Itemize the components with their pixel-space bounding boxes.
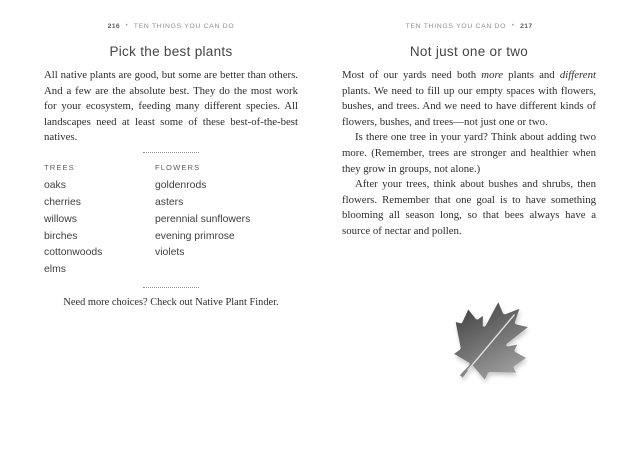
- dotted-divider: [143, 287, 199, 288]
- running-head-left: [44, 23, 298, 30]
- section-title-right: Not just one or two: [409, 44, 529, 59]
- running-head-title-right: TEN THINGS YOU CAN DO: [405, 23, 507, 30]
- list-item: asters: [155, 197, 184, 209]
- body-paragraph-1: Most of our yards need both more plants and different plants. We need to fill up our empty spaces with flowers, bushes, and trees. And we need to have different kinds of flowers, bushes, and trees—not just one or two.: [342, 69, 596, 128]
- list-item: cherries: [44, 197, 81, 209]
- body-paragraph-3: After your trees, think about bushes and shrubs, then flowers. Remember that one goal is to have something blooming all season long, so that bees always have a source of nectar and pollen.: [342, 178, 596, 237]
- bullet-separator-icon: •: [125, 23, 129, 29]
- section-title-left: Pick the best plants: [109, 44, 233, 59]
- flowers-column-header: FLOWERS: [155, 162, 201, 172]
- maple-leaf-icon: [424, 280, 564, 398]
- list-item: goldenrods: [155, 180, 207, 192]
- right-page: [342, 0, 596, 471]
- flowers-column: [155, 163, 298, 281]
- intro-paragraph: All native plants are good, but some are better than others. And a few are the absolute best. They do the most work for your ecosystem, feeding many different species. All landscapes need at least some of these best-of-the-best natives.: [44, 69, 298, 144]
- footer-note: Need more choices? Check out Native Plant Finder.: [63, 296, 279, 308]
- list-item: oaks: [44, 180, 66, 192]
- list-item: evening primrose: [155, 230, 235, 242]
- page-number-left: 216: [107, 23, 120, 30]
- dotted-divider: [143, 152, 199, 153]
- list-item: perennial sunflowers: [155, 213, 251, 225]
- bullet-separator-icon: •: [511, 23, 515, 29]
- running-head-right: [342, 23, 596, 30]
- list-item: violets: [155, 247, 185, 259]
- body-paragraph-2: Is there one tree in your yard? Think about adding two more. (Remember, trees are stronger and healthier when they grow in groups, not alone.): [342, 131, 596, 175]
- plant-list: [44, 163, 298, 281]
- maple-leaf-illustration: [424, 280, 564, 398]
- list-item: birches: [44, 230, 78, 242]
- list-item: elms: [44, 263, 66, 275]
- running-head-title-left: TEN THINGS YOU CAN DO: [133, 23, 235, 30]
- left-page: [44, 0, 298, 471]
- list-item: willows: [44, 213, 77, 225]
- trees-column: [44, 163, 155, 281]
- page-number-right: 217: [520, 23, 533, 30]
- list-item: cottonwoods: [44, 247, 103, 259]
- trees-column-header: TREES: [44, 162, 75, 172]
